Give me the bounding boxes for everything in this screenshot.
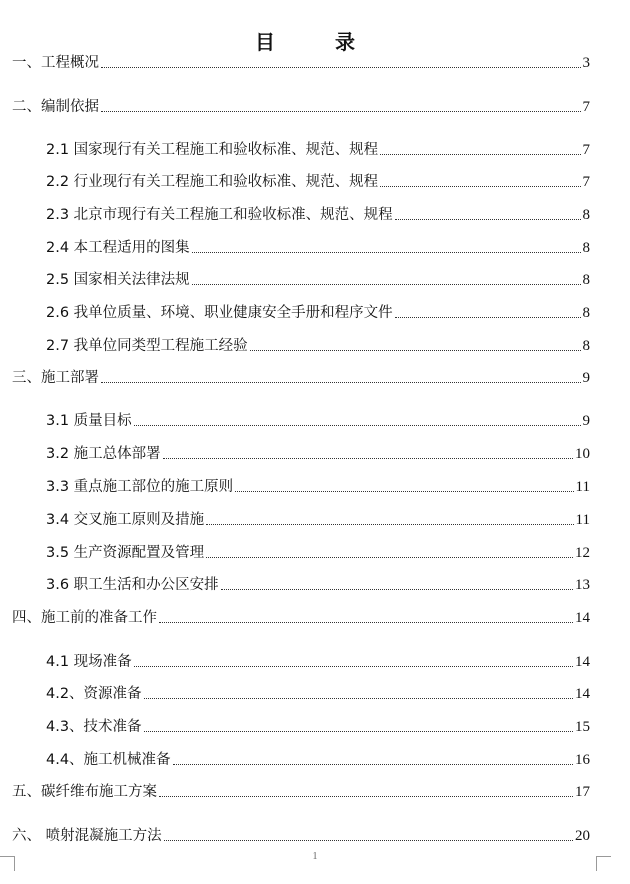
toc-entry-page: 9 xyxy=(582,370,590,386)
toc-entry-page: 3 xyxy=(582,55,590,71)
toc-entry-page: 16 xyxy=(575,752,590,768)
toc-entry-2-3[interactable] xyxy=(46,203,590,225)
toc-entry-label: 4.1 现场准备 xyxy=(46,654,132,670)
toc-entry-page: 14 xyxy=(575,610,590,626)
toc-entry-page: 8 xyxy=(582,338,590,354)
dot-leader xyxy=(380,186,580,187)
dot-leader xyxy=(173,764,573,765)
toc-entry-label: 2.3 北京市现行有关工程施工和验收标准、规范、规程 xyxy=(46,207,393,223)
toc-entry-4-2[interactable] xyxy=(46,682,590,704)
toc-entry-label: 3.4 交叉施工原则及措施 xyxy=(46,512,205,528)
dot-leader xyxy=(159,622,573,623)
toc-entry-page: 11 xyxy=(575,512,590,528)
dot-leader xyxy=(101,67,581,68)
dot-leader xyxy=(192,252,581,253)
dot-leader xyxy=(250,350,581,351)
toc-entry-page: 8 xyxy=(582,305,590,321)
toc-entry-page: 10 xyxy=(575,446,590,462)
toc-entry-label: 3.1 质量目标 xyxy=(46,413,132,429)
toc-entry-page: 8 xyxy=(582,207,590,223)
toc-title: 目录 xyxy=(255,30,415,54)
toc-entry-page: 7 xyxy=(582,142,590,158)
dot-leader xyxy=(164,840,573,841)
toc-entry-label: 3.5 生产资源配置及管理 xyxy=(46,545,205,561)
toc-entry-label: 六、 喷射混凝施工方法 xyxy=(12,828,162,844)
toc-entry-label: 四、施工前的准备工作 xyxy=(12,610,157,626)
toc-entry-6[interactable] xyxy=(12,824,590,846)
toc-entry-3[interactable] xyxy=(12,366,590,388)
margin-corner-mark-left xyxy=(0,856,15,871)
toc-entry-page: 17 xyxy=(575,784,590,800)
dot-leader xyxy=(159,796,573,797)
toc-entry-3-5[interactable] xyxy=(46,541,590,563)
toc-entry-page: 7 xyxy=(582,99,590,115)
toc-entry-2-5[interactable] xyxy=(46,268,590,290)
toc-entry-label: 4.4、施工机械准备 xyxy=(46,752,171,768)
dot-leader xyxy=(206,557,573,558)
toc-entry-3-1[interactable] xyxy=(46,409,590,431)
dot-leader xyxy=(134,666,573,667)
toc-entry-page: 14 xyxy=(575,686,590,702)
toc-entry-3-4[interactable] xyxy=(46,508,590,530)
dot-leader xyxy=(144,731,573,732)
dot-leader xyxy=(206,524,573,525)
toc-entry-3-2[interactable] xyxy=(46,442,590,464)
toc-entry-4-4[interactable] xyxy=(46,748,590,770)
dot-leader xyxy=(235,491,573,492)
toc-entry-label: 2.1 国家现行有关工程施工和验收标准、规范、规程 xyxy=(46,142,379,158)
toc-entry-page: 20 xyxy=(575,828,590,844)
toc-entry-label: 五、碳纤维布施工方案 xyxy=(12,784,157,800)
toc-entry-page: 13 xyxy=(575,577,590,593)
toc-entry-label: 3.2 施工总体部署 xyxy=(46,446,161,462)
dot-leader xyxy=(380,154,580,155)
toc-entry-4-1[interactable] xyxy=(46,650,590,672)
toc-entry-page: 14 xyxy=(575,654,590,670)
dot-leader xyxy=(101,111,581,112)
toc-entry-3-6[interactable] xyxy=(46,573,590,595)
toc-entry-page: 12 xyxy=(575,545,590,561)
dot-leader xyxy=(192,284,581,285)
dot-leader xyxy=(163,458,573,459)
toc-entry-4-3[interactable] xyxy=(46,715,590,737)
dot-leader xyxy=(144,698,573,699)
toc-entry-label: 三、施工部署 xyxy=(12,370,99,386)
toc-entry-2-1[interactable] xyxy=(46,138,590,160)
footer-page-number: 1 xyxy=(312,851,318,862)
toc-entry-label: 二、编制依据 xyxy=(12,99,99,115)
toc-entry-page: 9 xyxy=(582,413,590,429)
toc-entry-label: 3.3 重点施工部位的施工原则 xyxy=(46,479,234,495)
toc-entry-5[interactable] xyxy=(12,780,590,802)
toc-entry-2-7[interactable] xyxy=(46,334,590,356)
margin-corner-mark-right xyxy=(596,856,611,871)
dot-leader xyxy=(395,219,581,220)
toc-entry-label: 4.2、资源准备 xyxy=(46,686,142,702)
toc-entry-page: 7 xyxy=(582,174,590,190)
toc-entry-4[interactable] xyxy=(12,606,590,628)
toc-entry-page: 8 xyxy=(582,272,590,288)
toc-entry-label: 2.5 国家相关法律法规 xyxy=(46,272,190,288)
toc-entry-3-3[interactable] xyxy=(46,475,590,497)
toc-entry-label: 2.2 行业现行有关工程施工和验收标准、规范、规程 xyxy=(46,174,379,190)
toc-entry-label: 4.3、技术准备 xyxy=(46,719,142,735)
toc-entry-2-4[interactable] xyxy=(46,236,590,258)
toc-entry-label: 一、工程概况 xyxy=(12,55,99,71)
toc-entry-page: 15 xyxy=(575,719,590,735)
toc-entry-2-2[interactable] xyxy=(46,170,590,192)
dot-leader xyxy=(395,317,581,318)
toc-entry-2-6[interactable] xyxy=(46,301,590,323)
toc-entry-label: 2.7 我单位同类型工程施工经验 xyxy=(46,338,248,354)
toc-entry-label: 2.4 本工程适用的图集 xyxy=(46,240,190,256)
dot-leader xyxy=(221,589,573,590)
toc-entry-label: 2.6 我单位质量、环境、职业健康安全手册和程序文件 xyxy=(46,305,393,321)
dot-leader xyxy=(101,382,581,383)
toc-entry-page: 11 xyxy=(575,479,590,495)
toc-entry-page: 8 xyxy=(582,240,590,256)
dot-leader xyxy=(134,425,581,426)
toc-entry-2[interactable] xyxy=(12,95,590,117)
toc-entry-label: 3.6 职工生活和办公区安排 xyxy=(46,577,219,593)
toc-entry-1[interactable] xyxy=(12,51,590,73)
